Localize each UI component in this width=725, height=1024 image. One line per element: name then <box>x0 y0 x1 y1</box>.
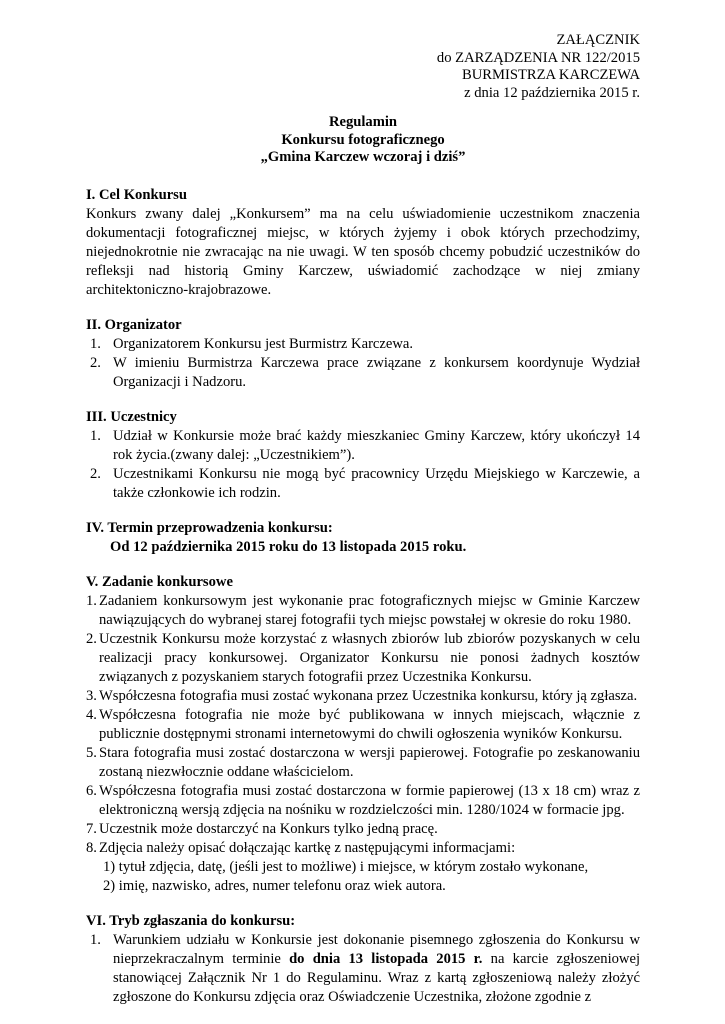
header-line: BURMISTRZA KARCZEWA <box>462 67 640 83</box>
item-text: Współczesna fotografia nie może być publikowana w innych miejscach, włącznie z publicznie dostępnymi stronami internetowymi do chwili ogłoszenia wyników Konkursu. <box>99 706 640 742</box>
item-text: Współczesna fotografia musi zostać wykonana przez Uczestnika konkursu, który ją zgłasza. <box>99 687 638 704</box>
title-line: Konkursu fotograficznego <box>281 131 445 148</box>
header-line: do ZARZĄDZENIA NR 122/2015 <box>436 49 640 66</box>
item-number: 2. <box>90 354 101 371</box>
list-item <box>86 839 640 858</box>
item-text: Uczestnik może dostarczyć na Konkurs tylko jedną pracę. <box>99 820 438 837</box>
item-text: Uczestnik Konkursu może korzystać z własnych zbiorów lub zbiorów pozyskanych w celu realizacji pracy konkursowej. Organizator Konkursu nie ponosi żadnych kosztów związanych z pozyskaniem starych fotografii przez Uczestnika Konkursu. <box>99 630 640 685</box>
list-item <box>86 630 640 687</box>
sub-list-item: 1) tytuł zdjęcia, datę, (jeśli jest to możliwe) i miejsce, w którym zostało wykonane, <box>103 858 589 875</box>
list-item <box>86 820 640 839</box>
contest-dates: Od 12 października 2015 roku do 13 listopada 2015 roku. <box>110 538 467 555</box>
section-heading: V. Zadanie konkursowe <box>86 573 233 590</box>
item-text: Zdjęcia należy opisać dołączając kartkę z następującymi informacjami: <box>99 839 516 856</box>
list-item <box>86 744 640 782</box>
item-number: 1. <box>90 335 101 352</box>
section-heading: IV. Termin przeprowadzenia konkursu: <box>86 519 333 536</box>
list-item <box>86 354 640 392</box>
title-line: Regulamin <box>328 114 398 130</box>
section-heading: VI. Tryb zgłaszania do konkursu: <box>86 912 296 929</box>
item-text: Organizatorem Konkursu jest Burmistrz Karczewa. <box>113 335 414 352</box>
item-number: 2. <box>90 465 101 482</box>
list-item <box>86 427 640 465</box>
list-item <box>86 931 640 1007</box>
title-line: „Gmina Karczew wczoraj i dziś” <box>260 149 466 165</box>
item-text: Współczesna fotografia musi zostać dostarczona w formie papierowej (13 x 18 cm) wraz z elektroniczną wersją zdjęcia na nośniku w rozdzielczości min. 1280/1024 w formacie jpg. <box>99 782 640 818</box>
deadline-text: do dnia 13 listopada 2015 r. <box>289 950 483 967</box>
item-number: 1. <box>90 427 101 444</box>
item-number: 7. <box>86 820 97 837</box>
item-text: na karcie zgłoszeniowej stanowiącej Załącznik Nr 1 do Regulaminu. Wraz z kartą zgłoszeniową należy złożyć zgłoszone do Konkursu zdjęcia oraz Oświadczenie Uczestnika, złożone zgodnie z <box>113 950 641 1005</box>
attachment-header <box>86 32 640 102</box>
item-text: Zadaniem konkursowym jest wykonanie prac fotograficznych miejsc w Gminie Karczew nawiązujących do wybranej starej fotografii tych miejsc powstałej w okresie do roku 1980. <box>99 592 640 628</box>
item-number: 8. <box>86 839 97 856</box>
header-line: ZAŁĄCZNIK <box>556 32 640 48</box>
list-item <box>86 465 640 503</box>
item-number: 6. <box>86 782 97 799</box>
item-text: Warunkiem udziału w Konkursie jest dokonanie pisemnego zgłoszenia do Konkursu w nieprzekraczalnym terminie <box>113 931 640 967</box>
item-number: 1. <box>90 931 101 948</box>
item-text: Stara fotografia musi zostać dostarczona w wersji papierowej. Fotografie po zeskanowaniu zostaną niezwłocznie oddane właścicielom. <box>99 744 640 780</box>
header-line: z dnia 12 października 2015 r. <box>464 84 640 101</box>
list-item <box>86 687 640 706</box>
item-number: 3. <box>86 687 97 704</box>
sub-list-item: 2) imię, nazwisko, adres, numer telefonu oraz wiek autora. <box>103 877 446 894</box>
item-number: 1. <box>86 592 97 609</box>
item-text: W imieniu Burmistrza Karczewa prace związane z konkursem koordynuje Wydział Organizacji i Nadzoru. <box>113 354 640 390</box>
section-heading: III. Uczestnicy <box>86 408 177 425</box>
section-heading: II. Organizator <box>86 316 182 333</box>
item-number: 4. <box>86 706 97 723</box>
item-text: Uczestnikami Konkursu nie mogą być pracownicy Urzędu Miejskiego w Karczewie, a także członkowie ich rodzin. <box>113 465 640 501</box>
item-number: 2. <box>86 630 97 647</box>
document-title <box>86 114 640 167</box>
section-paragraph: Konkurs zwany dalej „Konkursem” ma na celu uświadomienie uczestnikom znaczenia dokumentacji fotograficznej miejsc, w których żyjemy i obok których przechodzimy, niejednokrotnie nie zwracając na nie uwagi. W ten sposób chcemy pobudzić uczestników do refleksji nad historią Gminy Karczew, uświadomić zachodzące w niej zmiany architektoniczno-krajobrazowe. <box>86 205 640 298</box>
list-item <box>86 782 640 820</box>
section-heading: I. Cel Konkursu <box>86 186 187 203</box>
document-page <box>86 32 640 1007</box>
list-item <box>86 706 640 744</box>
item-text: Udział w Konkursie może brać każdy mieszkaniec Gminy Karczew, który ukończył 14 rok życia.(zwany dalej: „Uczestnikiem”). <box>113 427 640 463</box>
list-item <box>86 592 640 630</box>
list-item <box>86 335 640 354</box>
item-number: 5. <box>86 744 97 761</box>
